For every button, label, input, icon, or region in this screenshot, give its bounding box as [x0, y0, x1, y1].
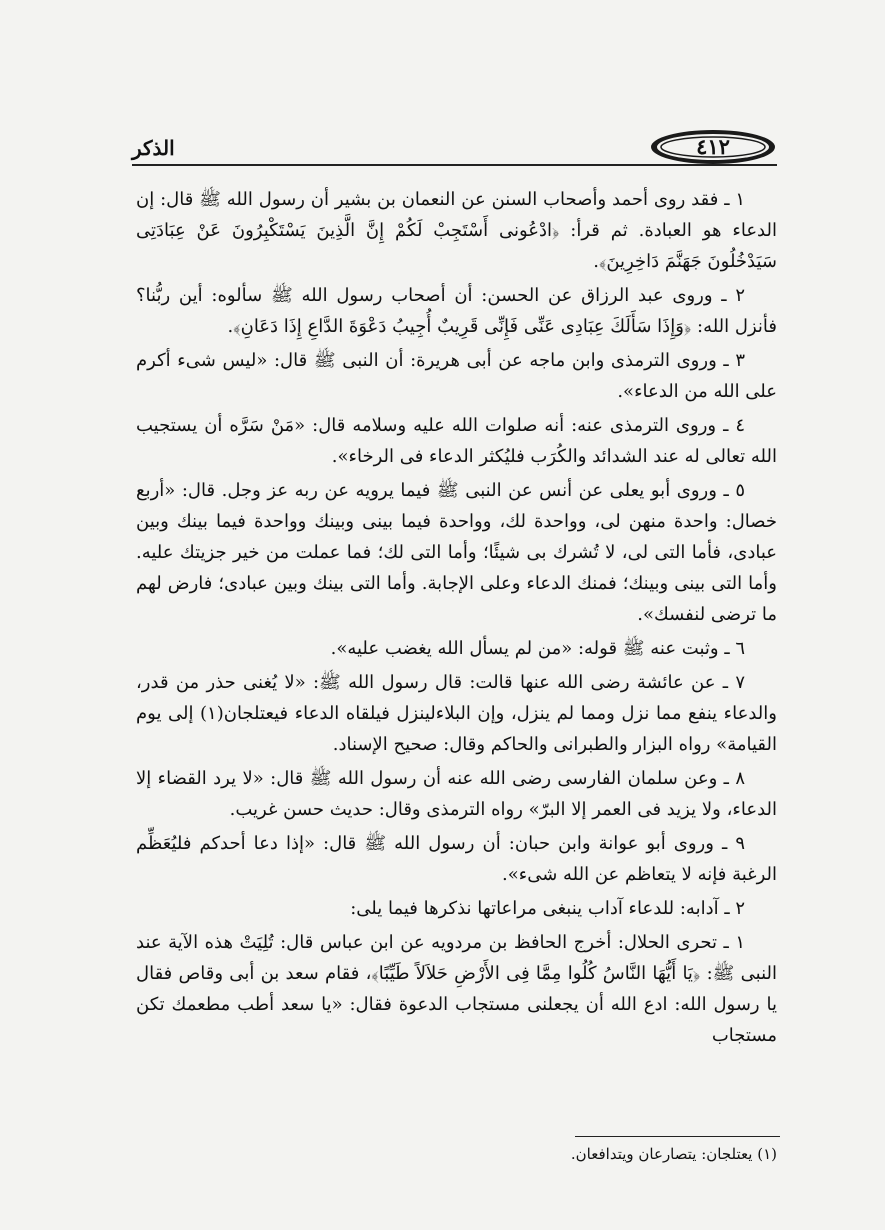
paragraph-4: ٤ ـ وروى الترمذى عنه: أنه صلوات الله عليه وسلامه قال: «مَنْ سَرَّه أن يستجيب الله تعالى له عند الشدائد والكُرَب فليُكثر الدعاء فى الرخاء». [136, 415, 777, 467]
header-title: الذكر [132, 136, 175, 160]
page-number-badge [649, 128, 777, 166]
page-number: ٤١٢ [696, 134, 730, 159]
footnote: (١) يعتلجان: يتصارعان ويتدافعان. [570, 1145, 777, 1163]
paragraph-1: ١ ـ فقد روى أحمد وأصحاب السنن عن النعمان بن بشير أن رسول الله ﷺ قال: إن الدعاء هو العبادة. ثم قرأ: ﴿ادْعُونى أَسْتَجِبْ لَكُمْ إِنَّ الَّذِينَ يَسْتَكْبِرُونَ عَنْ عِبَادَتِى سَيَدْخُلُونَ جَهَنَّمَ دَاخِرِينَ﴾. [136, 189, 777, 272]
section-heading-etiquette: ٢ ـ آدابه: للدعاء آداب ينبغى مراعاتها نذكرها فيما يلى: [350, 898, 745, 919]
paragraph-3: ٣ ـ وروى الترمذى وابن ماجه عن أبى هريرة: أن النبى ﷺ قال: «ليس شىء أكرم على الله من الدعاء». [136, 350, 777, 402]
paragraph-9: ٩ ـ وروى أبو عوانة وابن حبان: أن رسول الله ﷺ قال: «إذا دعا أحدكم فليُعَظِّم الرغبة فإنه لا يتعاظم عن الله شىء». [136, 833, 777, 885]
paragraph-8: ٨ ـ وعن سلمان الفارسى رضى الله عنه أن رسول الله ﷺ قال: «لا يرد القضاء إلا الدعاء، ولا يزيد فى العمر إلا البرّ» رواه الترمذى وقال: حديث حسن غريب. [136, 768, 777, 820]
paragraph-7: ٧ ـ عن عائشة رضى الله عنها قالت: قال رسول الله ﷺ: «لا يُغنى حذر من قدر، والدعاء ينفع مما نزل ومما لم ينزل، وإن البلاءلينزل فيلقاه الدعاء فيعتلجان(١) إلى يوم القيامة» رواه البزار والطبرانى والحاكم وقال: صحيح الإسناد. [136, 672, 777, 755]
paragraph-etiquette-1: ١ ـ تحرى الحلال: أخرج الحافظ بن مردويه عن ابن عباس قال: تُلِيَتْ هذه الآية عند النبى ﷺ: ﴿يَا أَيُّهَا النَّاسُ كُلُوا مِمَّا فِى الأَرْضِ حَلاَلاً طَيِّبًا﴾، فقام سعد بن أبى وقاص فقال يا رسول الله: ادع الله أن يجعلنى مستجاب الدعوة فقال: «يا سعد أطب مطعمك تكن مستجاب [136, 932, 777, 1046]
paragraph-6: ٦ ـ وثبت عنه ﷺ قوله: «من لم يسأل الله يغضب عليه». [330, 638, 745, 659]
body-text [136, 184, 777, 1054]
running-header [132, 128, 777, 176]
paragraph-2: ٢ ـ وروى عبد الرزاق عن الحسن: أن أصحاب رسول الله ﷺ سألوه: أين ربُّنا؟ فأنزل الله: ﴿وَإِذَا سَأَلَكَ عِبَادِى عَنِّى فَإِنِّى قَرِيبٌ أُجِيبُ دَعْوَةَ الدَّاعِ إِذَا دَعَانِ﴾. [136, 285, 777, 337]
footnote-rule [575, 1136, 780, 1137]
paragraph-5: ٥ ـ وروى أبو يعلى عن أنس عن النبى ﷺ فيما يرويه عن ربه عز وجل. قال: «أربع خصال: واحدة منهن لى، وواحدة لك، وواحدة فيما بينى وبينك وواحدة فيما بينك وبين عبادى، فأما التى لى، لا تُشرك بى شيئًا؛ وأما التى لك؛ فما عملت من خير جزيتك عليه. وأما التى بينى وبينك؛ فمنك الدعاء وعلى الإجابة. وأما التى بينك وبين عبادى؛ فارض لهم ما ترضى لنفسك». [136, 480, 778, 625]
